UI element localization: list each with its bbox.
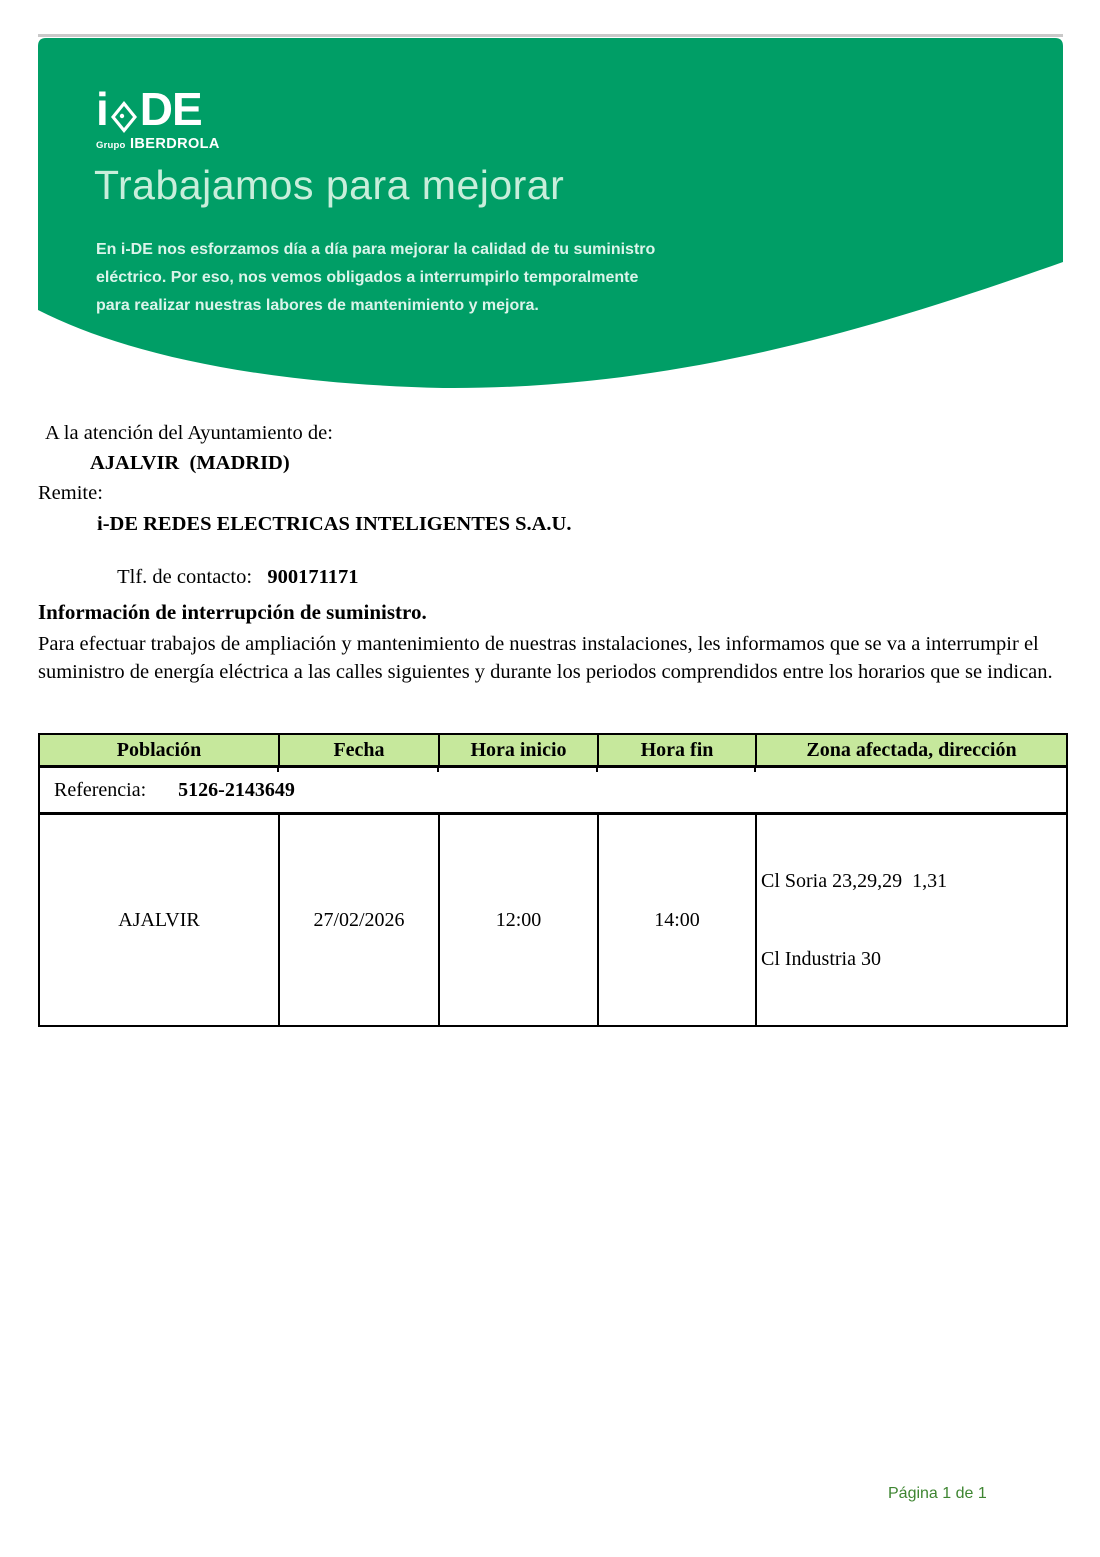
reference-label: Referencia: [54, 778, 147, 801]
border-tick [596, 767, 598, 772]
cell-hora-inicio: 12:00 [439, 814, 598, 1027]
outage-table [38, 733, 1068, 1027]
sender-label: Remite: [38, 482, 103, 504]
grupo-label: Grupo [96, 140, 126, 151]
table-header-row [39, 734, 1067, 767]
border-tick [277, 767, 279, 772]
grupo-iberdrola-label [96, 136, 220, 152]
col-header-poblacion: Población [39, 734, 279, 767]
cell-hora-fin: 14:00 [598, 814, 756, 1027]
phone-number: 900171171 [267, 566, 359, 588]
phone-label: Tlf. de contacto: [117, 566, 253, 588]
border-tick [437, 767, 439, 772]
banner-title: Trabajamos para mejorar [94, 162, 565, 208]
table-row [39, 814, 1067, 1027]
border-tick [754, 767, 756, 772]
municipality-name: AJALVIR (MADRID) [90, 452, 290, 474]
header-content [38, 34, 1063, 390]
banner-description-line: eléctrico. Por eso, nos vemos obligados a interrumpirlo temporalmente [96, 269, 639, 286]
banner-description-line: En i-DE nos esforzamos día a día para mejorar la calidad de tu suministro [96, 241, 656, 258]
cell-poblacion: AJALVIR [39, 814, 279, 1027]
ide-logo-wordmark [96, 83, 220, 135]
cell-fecha: 27/02/2026 [279, 814, 439, 1027]
ide-logo [96, 83, 220, 152]
cell-zona-afectada [756, 814, 1067, 1027]
col-header-hora-fin: Hora fin [598, 734, 756, 767]
ide-diamond-icon [111, 101, 137, 133]
page-indicator: Página 1 de 1 [888, 1485, 987, 1502]
iberdrola-label: IBERDROLA [129, 136, 220, 152]
col-header-zona: Zona afectada, dirección [756, 734, 1067, 767]
logo-letter-i: i [96, 83, 108, 135]
zona-line: Cl Industria 30 [761, 948, 881, 970]
outage-table-container [38, 733, 1066, 1027]
reference-row [39, 767, 1067, 814]
sender-name: i-DE REDES ELECTRICAS INTELIGENTES S.A.U. [97, 513, 572, 535]
banner-description [96, 236, 655, 320]
zona-line: Cl Soria 23,29,29 1,31 [761, 870, 948, 892]
reference-cell [39, 767, 1067, 814]
info-paragraph: Para efectuar trabajos de ampliación y mantenimiento de nuestras instalaciones, les informamos que se va a interrumpir el suministro de energía eléctrica a las calles siguientes y durante los periodos comprendidos entre los horarios que se indican. [38, 633, 1053, 683]
logo-letters-de: DE [139, 83, 202, 135]
col-header-fecha: Fecha [279, 734, 439, 767]
attention-label: A la atención del Ayuntamiento de: [45, 422, 333, 444]
banner-description-line: para realizar nuestras labores de mantenimiento y mejora. [96, 297, 539, 314]
reference-value: 5126-2143649 [178, 778, 295, 801]
info-heading: Información de interrupción de suministro. [38, 600, 427, 624]
header-banner [38, 34, 1063, 390]
col-header-hora-inicio: Hora inicio [439, 734, 598, 767]
